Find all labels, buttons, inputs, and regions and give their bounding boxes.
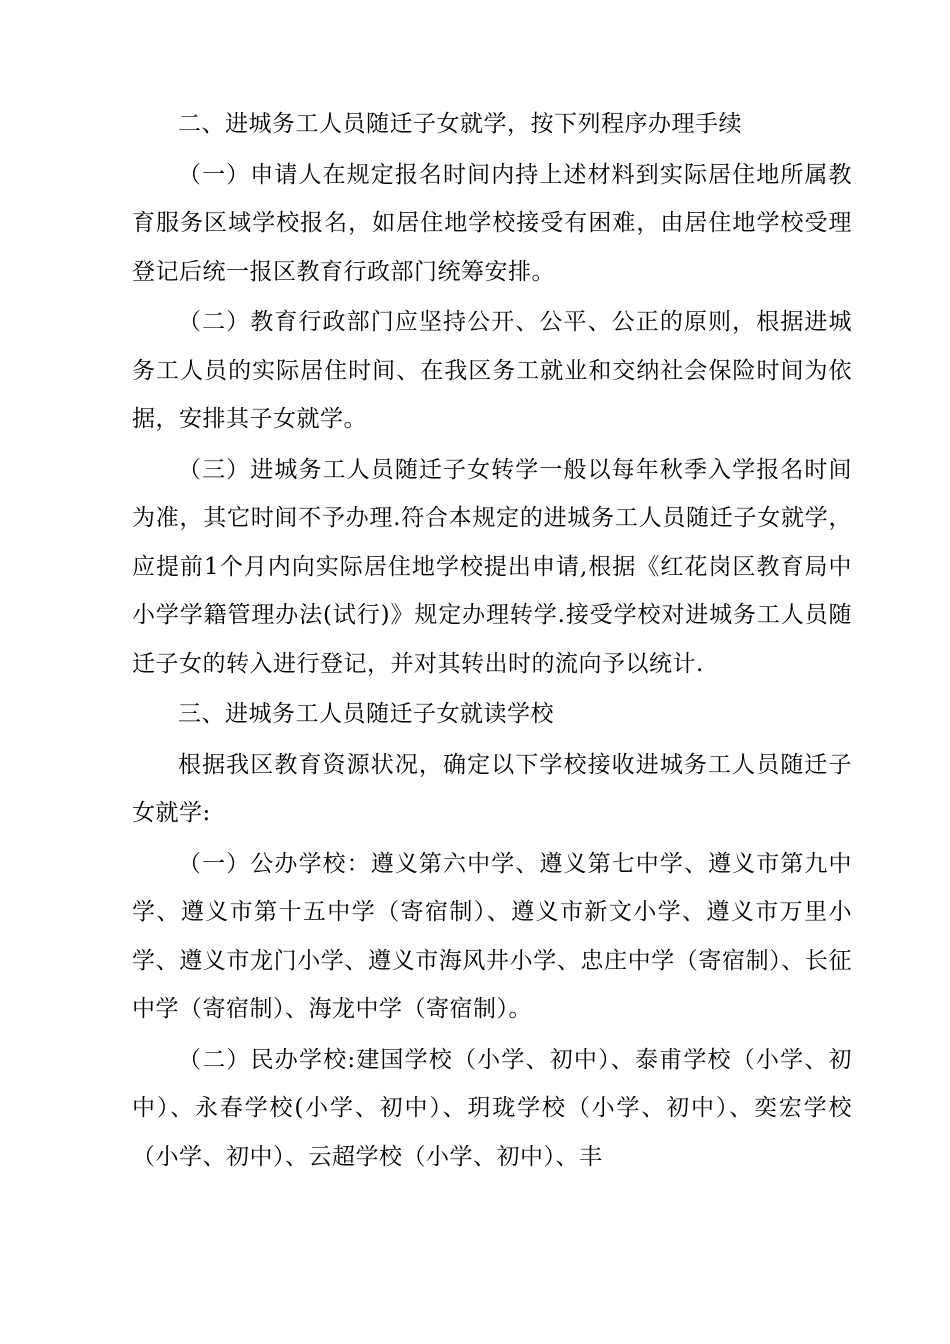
- paragraph-transfer: （三）进城务工人员随迁子女转学一般以每年秋季入学报名时间为准，其它时间不予办理.符合本规定的进城务工人员随迁子女就学，应提前1个月内向实际居住地学校提出申请,根据《红花岗区教育局中小学学籍管理办法(试行)》规定办理转学.接受学校对进城务工人员随迁子女的转入进行登记，并对其转出时的流向予以统计.: [132, 456, 852, 677]
- paragraph-private-schools: （二）民办学校:建国学校（小学、初中）、泰甫学校（小学、初中）、永春学校(小学、初中）、玥珑学校（小学、初中）、奕宏学校（小学、初中）、云超学校（小学、初中）、丰: [132, 1046, 852, 1170]
- paragraph-principles: （二）教育行政部门应坚持公开、公平、公正的原则，根据进城务工人员的实际居住时间、在我区务工就业和交纳社会保险时间为依据，安排其子女就学。: [132, 309, 852, 432]
- paragraph-school-intro: 根据我区教育资源状况，确定以下学校接收进城务工人员随迁子女就学:: [132, 751, 852, 826]
- section-heading-schools: 三、进城务工人员随迁子女就读学校: [178, 701, 554, 727]
- document-page: [132, 100, 852, 1181]
- section-heading-procedures: 二、进城务工人员随迁子女就学，按下列程序办理手续: [178, 111, 742, 137]
- paragraph-application: （一）申请人在规定报名时间内持上述材料到实际居住地所属教育服务区域学校报名，如居住地学校接受有困难，由居住地学校受理登记后统一报区教育行政部门统筹安排。: [132, 161, 852, 285]
- paragraph-public-schools: （一）公办学校：遵义第六中学、遵义第七中学、遵义市第九中学、遵义市第十五中学（寄宿制）、遵义市新文小学、遵义市万里小学、遵义市龙门小学、遵义市海风井小学、忠庄中学（寄宿制）、长征中学（寄宿制）、海龙中学（寄宿制）。: [132, 850, 852, 1022]
